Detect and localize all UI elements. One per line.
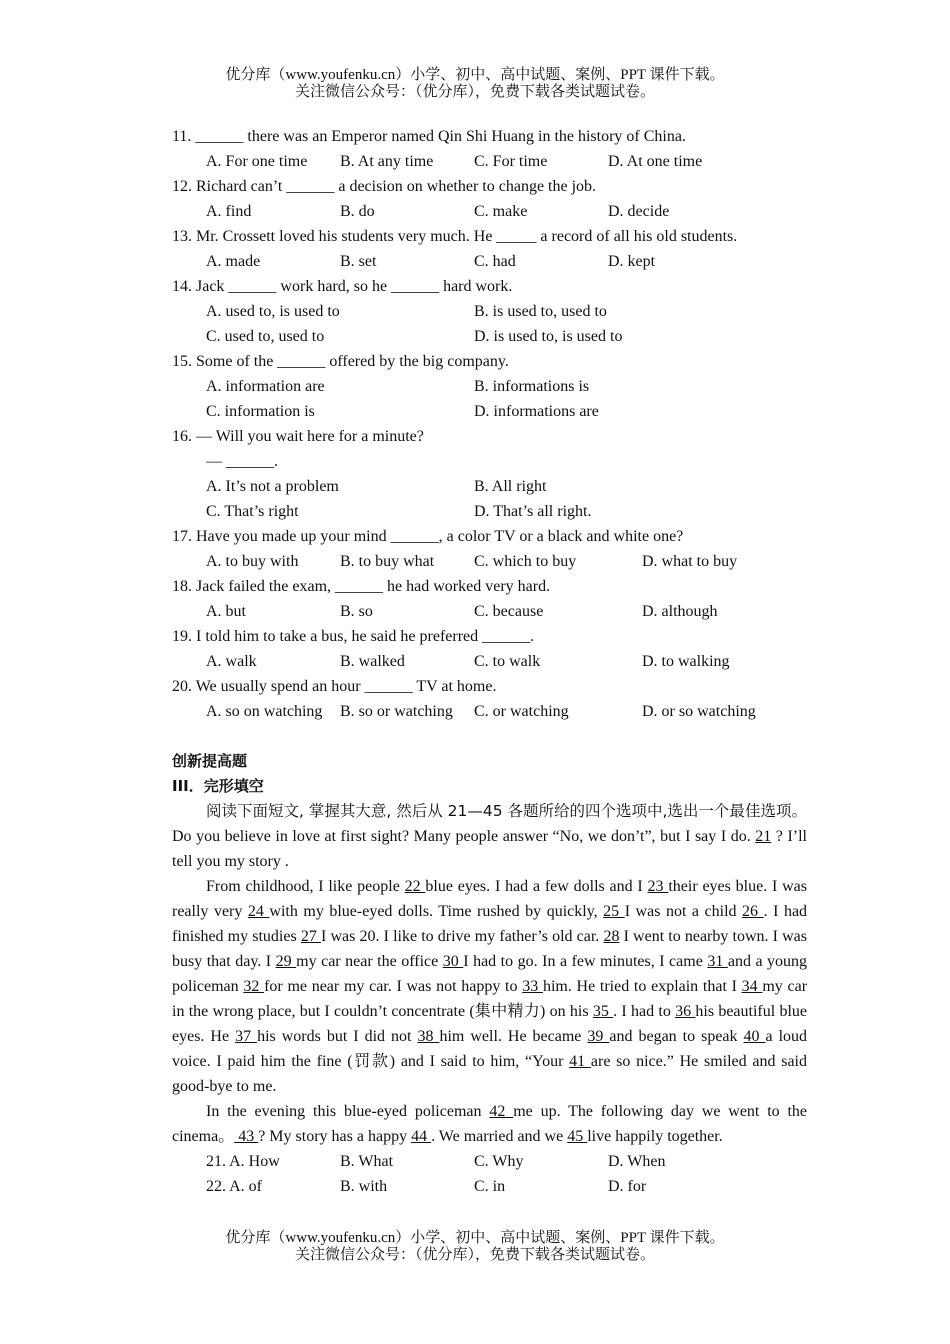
cloze-options-21 (172, 1149, 807, 1174)
options-row (172, 474, 807, 499)
passage-text: . I had finished my studies (172, 903, 808, 945)
blank-43: 43 (234, 1128, 259, 1145)
question-14 (172, 274, 807, 349)
question-17 (172, 524, 807, 574)
question-18 (172, 574, 807, 624)
option-c: C. because (474, 603, 544, 620)
passage-paragraph-3 (172, 1099, 807, 1149)
option-b: B. At any time (340, 153, 434, 170)
passage-text: him. He tried to explain that I (542, 978, 742, 995)
option-d: D. kept (608, 253, 656, 270)
question-stem: 12. Richard can’t ______ a decision on whether to change the job. (172, 178, 597, 195)
option-c: C. in (474, 1178, 506, 1195)
passage-text: his beautiful blue eyes. He (172, 1003, 808, 1045)
passage-text: I was not a child (624, 903, 743, 920)
options-row (172, 324, 807, 349)
options-row (172, 399, 807, 424)
option-b: B. do (340, 203, 375, 220)
page-header (0, 67, 950, 101)
reply-blank: — ______. (206, 453, 278, 470)
option-b: B. so or watching (340, 703, 453, 720)
question-stem: 20. We usually spend an hour ______ TV at home. (172, 678, 497, 695)
option-b: B. walked (340, 653, 405, 670)
options-row (172, 249, 807, 274)
question-stem: 16. — Will you wait here for a minute? (172, 428, 424, 445)
option-d: D. or so watching (642, 703, 756, 720)
option-a: A. It’s not a problem (206, 478, 339, 495)
blank-41: 41 (569, 1053, 591, 1070)
passage-text: and began to speak (609, 1028, 744, 1045)
option-b: B. All right (474, 478, 547, 495)
passage-text: are so nice.” He smiled and said good-bye to me. (172, 1053, 807, 1095)
option-c: C. information is (206, 403, 315, 420)
option-b: B. What (340, 1153, 394, 1170)
blank-38: 38 (417, 1028, 440, 1045)
option-a: A. find (206, 203, 252, 220)
cloze-instructions: 阅读下面短文, 掌握其大意, 然后从 21—45 各题所给的四个选项中,选出一个最佳选项。 (206, 802, 807, 820)
blank-34: 34 (741, 978, 763, 995)
blank-30: 30 (442, 953, 464, 970)
passage-text: I went to nearby town. I was busy that day. I (172, 928, 807, 970)
question-16 (172, 424, 807, 524)
passage-text: me up. The following day we went to the cinema。 (172, 1103, 808, 1145)
option-a: A. For one time (206, 153, 308, 170)
question-stem: 15. Some of the ______ offered by the big company. (172, 353, 509, 370)
question-12 (172, 174, 807, 224)
option-b: B. informations is (474, 378, 590, 395)
options-row (172, 699, 807, 724)
option-c: C. had (474, 253, 516, 270)
option-c: C. For time (474, 153, 548, 170)
option-a: A. used to, is used to (206, 303, 340, 320)
header-line-2: 关注微信公众号：（优分库），免费下载各类试题试卷。 (294, 84, 655, 100)
footer-line-2: 关注微信公众号：（优分库），免费下载各类试题试卷。 (294, 1247, 655, 1263)
page-footer (0, 1230, 950, 1264)
option-a: A. but (206, 603, 246, 620)
blank-37: 37 (235, 1028, 258, 1045)
option-a: A. made (206, 253, 261, 270)
option-d: D. That’s all right. (474, 503, 592, 520)
passage-text: my car near the office (296, 953, 443, 970)
options-row (172, 149, 807, 174)
blank-31: 31 (707, 953, 728, 970)
options-row (172, 549, 807, 574)
question-stem: 17. Have you made up your mind ______, a color TV or a black and white one? (172, 528, 684, 545)
passage-paragraph-2 (172, 874, 807, 1099)
passage-text: In the evening this blue-eyed policeman (206, 1103, 490, 1120)
question-stem: 19. I told him to take a bus, he said he preferred ______. (172, 628, 535, 645)
passage-text: blue eyes. I had a few dolls and I (425, 878, 648, 895)
blank-23: 23 (647, 878, 669, 895)
passage-text: for me near my car. I was not happy to (264, 978, 523, 995)
blank-25: 25 (603, 903, 625, 920)
section-title: 创新提高题 (172, 752, 248, 770)
options-row (172, 199, 807, 224)
blank-35: 35 (592, 1003, 614, 1020)
option-a: A. so on watching (206, 703, 323, 720)
option-d: D. what to buy (642, 553, 738, 570)
passage-text: my car in the wrong place, but I couldn’t concentrate (集中精力) on his (172, 978, 808, 1020)
blank-45: 45 (567, 1128, 588, 1145)
passage-text: and a young policeman (172, 953, 808, 995)
passage-text: his words but I did not (257, 1028, 418, 1045)
passage-text: Do you believe in love at first sight? Many people answer “No, we don’t”, but I say I do. (172, 828, 756, 845)
option-c: C. That’s right (206, 503, 299, 520)
question-15 (172, 349, 807, 424)
question-19 (172, 624, 807, 674)
question-13 (172, 224, 807, 274)
passage-text: From childhood, I like people (206, 878, 405, 895)
blank-29: 29 (275, 953, 297, 970)
passage-text: . We married and we (431, 1128, 568, 1145)
blank-32: 32 (243, 978, 265, 995)
options-row (172, 599, 807, 624)
question-11 (172, 124, 807, 174)
option-c: C. Why (474, 1153, 524, 1170)
option-d: D. informations are (474, 403, 599, 420)
option-b: B. is used to, used to (474, 303, 607, 320)
option-b: B. with (340, 1178, 388, 1195)
question-stem: 11. ______ there was an Emperor named Qin Shi Huang in the history of China. (172, 128, 686, 145)
passage-paragraph-1 (172, 824, 807, 874)
blank-28: 28 (603, 928, 620, 945)
blank-44: 44 (411, 1128, 432, 1145)
options-row (172, 499, 807, 524)
passage-text: him well. He became (439, 1028, 588, 1045)
options-row (172, 649, 807, 674)
passage-text: I had to go. In a few minutes, I came (463, 953, 708, 970)
blank-26: 26 (742, 903, 764, 920)
blank-42: 42 (489, 1103, 514, 1120)
option-b: B. set (340, 253, 377, 270)
option-b: B. to buy what (340, 553, 435, 570)
options-row (172, 374, 807, 399)
passage-text: I was 20. I like to drive my father’s old car. (320, 928, 604, 945)
blank-36: 36 (675, 1003, 696, 1020)
option-c: C. to walk (474, 653, 541, 670)
question-stem: 13. Mr. Crossett loved his students very much. He _____ a record of all his old students. (172, 228, 738, 245)
question-stem: 18. Jack failed the exam, ______ he had worked very hard. (172, 578, 551, 595)
passage-text: their eyes blue. I was really very (172, 878, 808, 920)
option-c: C. or watching (474, 703, 569, 720)
blank-21: 21 (755, 828, 772, 845)
exam-content (172, 124, 807, 1199)
option-d: D. for (608, 1178, 647, 1195)
blank-40: 40 (743, 1028, 766, 1045)
passage-text: . I had to (613, 1003, 676, 1020)
option-a: A. to buy with (206, 553, 299, 570)
blank-33: 33 (522, 978, 543, 995)
passage-text: live happily together. (587, 1128, 723, 1145)
option-d: D. is used to, is used to (474, 328, 623, 345)
option-a: A. walk (206, 653, 257, 670)
passage-text: with my blue-eyed dolls. Time rushed by quickly, (269, 903, 604, 920)
option-b: B. so (340, 603, 373, 620)
option-a: 21. A. How (206, 1153, 280, 1170)
option-d: D. At one time (608, 153, 703, 170)
passage-text: ? My story has a happy (258, 1128, 412, 1145)
blank-27: 27 (300, 928, 321, 945)
option-c: C. used to, used to (206, 328, 325, 345)
cloze-options-22 (172, 1174, 807, 1199)
blank-39: 39 (587, 1028, 610, 1045)
blank-24: 24 (247, 903, 270, 920)
option-d: D. to walking (642, 653, 730, 670)
option-c: C. which to buy (474, 553, 577, 570)
option-d: D. When (608, 1153, 666, 1170)
option-d: D. decide (608, 203, 670, 220)
option-a: 22. A. of (206, 1178, 262, 1195)
passage-text: a loud voice. I paid him the fine (罚款) and I said to him, “Your (172, 1028, 808, 1070)
header-line-1: 优分库（www.youfenku.cn）小学、初中、高中试题、案例、PPT 课件下载。 (225, 67, 725, 83)
blank-22: 22 (404, 878, 426, 895)
dialogue-reply (172, 449, 807, 474)
option-c: C. make (474, 203, 528, 220)
question-20 (172, 674, 807, 724)
question-stem: 14. Jack ______ work hard, so he ______ hard work. (172, 278, 513, 295)
option-d: D. although (642, 603, 718, 620)
option-a: A. information are (206, 378, 325, 395)
part-title: III．完形填空 (172, 777, 264, 795)
passage-text: ? I’ll tell you my story . (172, 828, 807, 870)
options-row (172, 299, 807, 324)
footer-line-1: 优分库（www.youfenku.cn）小学、初中、高中试题、案例、PPT 课件下载。 (225, 1230, 725, 1246)
